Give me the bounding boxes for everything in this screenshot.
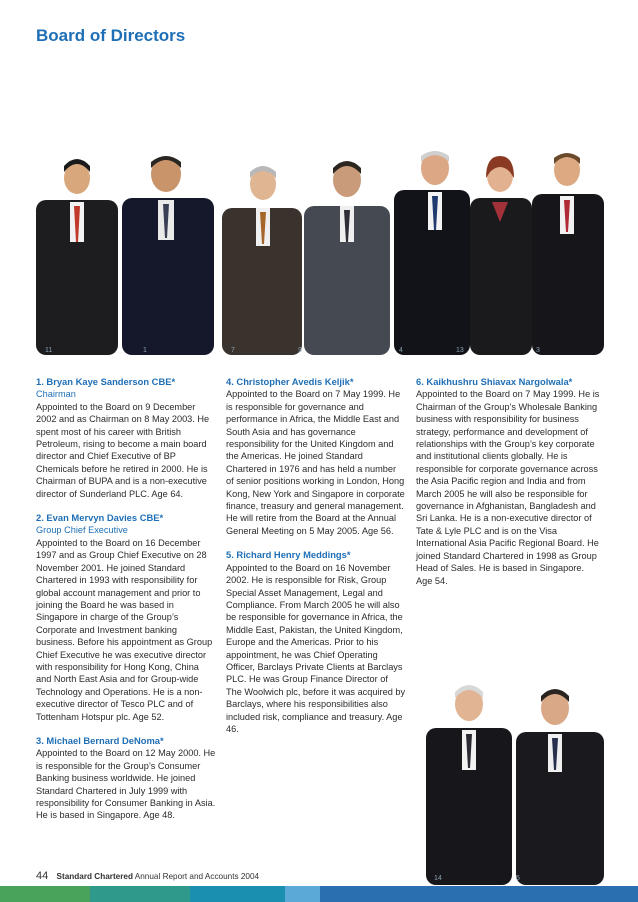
director-photo-4: [394, 151, 470, 355]
bar-segment: [320, 886, 638, 902]
director-photo-5: [516, 689, 604, 885]
director-name: 5. Richard Henry Meddings*: [226, 549, 351, 561]
director-entry: [36, 376, 216, 500]
bar-segment: [190, 886, 285, 902]
photo-number: 3: [536, 347, 540, 354]
director-photo-7: [222, 166, 302, 355]
director-entry: [226, 376, 406, 537]
bar-segment: [285, 886, 320, 902]
photo-number: 11: [45, 347, 53, 354]
director-photo-3: [532, 153, 604, 355]
photo-number-row: [0, 347, 638, 359]
directors-pair-photo: [420, 680, 610, 885]
director-entry: [226, 549, 406, 735]
director-bio: Appointed to the Board on 16 November 2002. He is responsible for Risk, Group Special Asset Management, Legal and Compliance. From March 2005 he will also be responsible for governance in Africa, the Middle East, Pakistan, the United Kingdom, Europe and the Americas. Prior to his appointment, he was Chief Operating Officer, Barclays Private Clients at Barclays PLC. He was Group Finance Director of The Woolwich plc, before it was acquired by Barclays, where his responsibilities also included risk, compliance and treasury. Age 46.: [226, 562, 406, 734]
photo-number: 5: [516, 875, 520, 882]
director-name: 6. Kaikhushru Shiavax Nargolwala*: [416, 376, 573, 387]
director-bio: Appointed to the Board on 7 May 1999. He is responsible for governance and performance in Africa, the Middle East and South Asia and has governance responsibility for the United Kingdom and the Americas. He joined Standard Chartered in 1976 and has held a number of senior positions working in London, Hong Kong, New York and Singapore in corporate finance, treasury and general management. He will retire from the Board at the Annual General Meeting on 5 May 2005. Age 56.: [226, 389, 405, 536]
director-entry: [416, 376, 600, 587]
page-footer: [36, 870, 259, 882]
biography-column-3: [416, 376, 600, 599]
page-number: 44: [36, 870, 49, 882]
director-bio: Appointed to the Board on 12 May 2000. He is responsible for the Group’s Consumer Banking business worldwide. He joined Standard Chartered in July 1999 with responsibility for Consumer Banking in Asia. He is based in Singapore. Age 48.: [36, 748, 216, 821]
photo-number: 7: [231, 347, 235, 354]
footer-color-bar: [0, 886, 638, 902]
director-entry: [36, 512, 216, 723]
photo-number: 14: [434, 875, 442, 882]
bar-segment: [0, 886, 90, 902]
director-photo-14: [426, 685, 512, 885]
photo-number: 4: [399, 347, 403, 354]
director-name: 4. Christopher Avedis Keljik*: [226, 376, 354, 387]
director-bio: Appointed to the Board on 16 December 1997 and as Group Chief Executive on 28 November 2001. He joined Standard Chartered in 1993 with responsibility for global account management and prior to joining the Board he was based in Singapore in charge of the Group’s Corporate and Investment banking business. Before his appointment as Group Chief Executive he was executive director with responsibility for Hong Kong, China and North East Asia and for Group-wide Technology and Operations. He is a non-executive director of Tesco PLC and of Tottenham Hotspur plc. Age 52.: [36, 537, 213, 722]
photo-number: 9: [298, 347, 302, 354]
director-entry: [36, 735, 216, 822]
photo-number: 1: [143, 347, 147, 354]
director-photo-11: [36, 159, 118, 355]
page-title: Board of Directors: [36, 26, 186, 45]
director-photo-13: [470, 156, 532, 355]
footer-brand: Standard Chartered: [56, 872, 133, 881]
director-bio: Appointed to the Board on 9 December 2002 and as Chairman on 8 May 2003. He spent most of his career with British Petroleum, rising to become a main board director and Chief Executive of BP Chemicals before he retired in 2000. He is Chairman of BUPA and is a non-executive director of Sunderland PLC. Age 64.: [36, 401, 210, 499]
director-role: Group Chief Executive: [36, 525, 128, 536]
footer-report-title: Annual Report and Accounts 2004: [134, 872, 260, 881]
director-bio: Appointed to the Board on 7 May 1999. He is Chairman of the Group’s Wholesale Banking business with responsibility for business strategy, performance and development of relationships with the Group’s key corporate and institutional clients globally. He is responsible for corporate governance across the Asia Pacific region and India and from March 2005 he will also be responsible for governance in Afghanistan, Bangladesh and Sri Lanka. He is a non-executive director of Tate & Lyle PLC and is on the Visa International Asia Pacific Regional Board. He joined Standard Chartered in 1998 as Group Head of Sales. He is based in Singapore. Age 54.: [416, 389, 600, 586]
biography-column-2: [226, 376, 406, 747]
director-role: Chairman: [36, 389, 76, 400]
biography-column-1: [36, 376, 216, 834]
director-photo-9: [304, 161, 390, 355]
photo-number: 13: [456, 347, 464, 354]
director-name: 2. Evan Mervyn Davies CBE*: [36, 512, 164, 524]
bar-segment: [90, 886, 190, 902]
director-name: 3. Michael Bernard DeNoma*: [36, 734, 164, 746]
director-name: 1. Bryan Kaye Sanderson CBE*: [36, 376, 176, 387]
director-photo-1: [122, 156, 214, 355]
directors-group-photo: [34, 150, 606, 355]
